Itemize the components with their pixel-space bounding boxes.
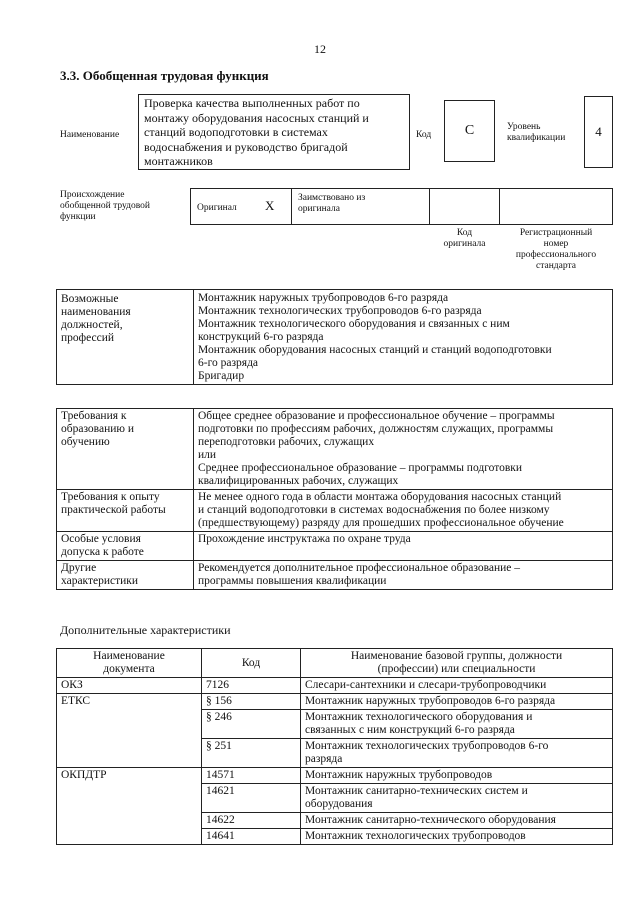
list-item: Монтажник технологического оборудования и связанных с ним — [198, 318, 510, 330]
value-line: и станций водоподготовки в системах водоснабжения по более низкому — [198, 504, 550, 516]
cell-code: 7126 — [202, 678, 301, 694]
header-line: (профессии) или специальности — [377, 663, 536, 675]
header-code — [202, 649, 301, 678]
code-label: Код — [416, 130, 432, 140]
list-item: конструкций 6-го разряда — [198, 331, 324, 343]
cell-code: 14622 — [202, 813, 301, 829]
list-item: Монтажник технологических трубопроводов 6-го разряда — [198, 305, 482, 317]
origin-label — [60, 190, 150, 223]
caption-line: Регистрационный — [519, 228, 593, 238]
label-line: наименования — [61, 306, 131, 318]
level-value: 4 — [584, 96, 613, 168]
borrowed-label-line: Заимствовано из — [298, 193, 366, 203]
level-label — [507, 122, 565, 144]
label-line: профессий — [61, 332, 115, 344]
requirement-value — [194, 490, 613, 532]
header-name — [301, 649, 613, 678]
cell-doc: ОКЗ — [57, 678, 202, 694]
borrowed-cell — [291, 188, 430, 225]
name-line: Монтажник технологических трубопроводов 6-го — [305, 740, 549, 752]
label-line: Другие — [61, 562, 97, 574]
list-item: Монтажник наружных трубопроводов 6-го разряда — [198, 292, 449, 304]
positions-list — [194, 290, 613, 385]
cell-name — [301, 813, 613, 829]
caption-line: номер — [543, 239, 569, 249]
table-row — [57, 409, 613, 490]
table-row — [57, 678, 613, 694]
requirement-label — [57, 532, 194, 561]
header-line: Наименование базовой группы, должности — [350, 650, 563, 662]
function-name-line: монтажу оборудования насосных станций и — [144, 110, 369, 125]
cell-code: § 156 — [202, 694, 301, 710]
label-line: Особые условия — [61, 533, 141, 545]
function-name-line: водоснабжения и руководство бригадой — [144, 139, 348, 154]
cell-code: § 251 — [202, 739, 301, 768]
requirement-value — [194, 561, 613, 590]
name-line: разряда — [305, 753, 343, 765]
origin-label-line: Происхождение — [60, 190, 125, 200]
value-line: программы повышения квалификации — [198, 575, 387, 587]
original-cell — [190, 188, 292, 225]
cell-name — [301, 768, 613, 784]
name-line: оборудования — [305, 798, 373, 810]
name-line: Монтажник технологического оборудования и — [305, 711, 533, 723]
code-original-caption — [429, 228, 500, 250]
name-line: Монтажник санитарно-технического оборудования — [305, 814, 556, 826]
value-line: или — [198, 449, 217, 461]
list-item: 6-го разряда — [198, 357, 259, 369]
cell-name — [301, 829, 613, 845]
value-line: Рекомендуется дополнительное профессиональное образование – — [198, 562, 521, 574]
label-line: Возможные — [61, 293, 119, 305]
code-value: С — [444, 100, 495, 162]
value-line: переподготовки рабочих, служащих — [198, 436, 375, 448]
value-line: Прохождение инструктажа по охране труда — [198, 533, 411, 545]
name-line: Монтажник санитарно-технических систем и — [305, 785, 528, 797]
cell-code: 14621 — [202, 784, 301, 813]
label-line: практической работы — [61, 504, 166, 516]
value-line: Не менее одного года в области монтажа оборудования насосных станций — [198, 491, 562, 503]
cell-name — [301, 784, 613, 813]
caption-line: стандарта — [536, 261, 576, 271]
cell-doc: ЕТКС — [57, 694, 202, 768]
label-line: характеристики — [61, 575, 139, 587]
function-name-line: Проверка качества выполненных работ по — [144, 96, 360, 110]
additional-title: Дополнительные характеристики — [60, 623, 231, 637]
label-line: образованию и — [61, 423, 134, 435]
label-line: обучению — [61, 436, 110, 448]
table-row — [57, 290, 613, 385]
table-row — [57, 768, 613, 784]
function-name-box — [138, 94, 410, 170]
caption-line: Код — [456, 228, 473, 238]
table-row — [57, 561, 613, 590]
section-title: 3.3. Обобщенная трудовая функция — [60, 68, 269, 83]
label-line: должностей, — [61, 319, 123, 331]
header-line: Код — [241, 656, 261, 669]
name-line: Слесари-сантехники и слесари-трубопроводчики — [305, 679, 547, 691]
caption-line: оригинала — [443, 239, 486, 249]
cell-code: § 246 — [202, 710, 301, 739]
header-document — [57, 649, 202, 678]
reg-number-cell — [499, 188, 613, 225]
label-line: Требования к опыту — [61, 491, 160, 503]
original-mark: Х — [265, 198, 275, 213]
page-number: 12 — [314, 42, 326, 56]
requirements-table — [56, 408, 613, 590]
caption-line: профессионального — [515, 250, 597, 260]
value-line: Общее среднее образование и профессиональное обучение – программы — [198, 410, 555, 422]
requirement-value — [194, 409, 613, 490]
name-line: Монтажник технологических трубопроводов — [305, 830, 526, 842]
value-line: (предшествующему) разряду для прошедших профессиональное обучение — [198, 517, 564, 529]
name-line: связанных с ним конструкций 6-го разряда — [305, 724, 515, 736]
level-label-line: квалификации — [507, 133, 566, 143]
label-line: Требования к — [61, 410, 127, 422]
function-name-line: монтажников — [144, 154, 213, 168]
table-row — [57, 532, 613, 561]
cell-name — [301, 694, 613, 710]
positions-label — [57, 290, 194, 385]
origin-label-line: обобщенной трудовой — [60, 201, 150, 211]
value-line: квалифицированных рабочих, служащих — [198, 475, 399, 487]
borrowed-label-line: оригинала — [298, 204, 340, 214]
function-name-line: станций водоподготовки в системах — [144, 125, 328, 139]
additional-table — [56, 648, 613, 845]
code-original-cell — [429, 188, 500, 225]
level-label-line: Уровень — [507, 122, 541, 132]
reg-number-caption — [499, 228, 613, 272]
cell-name — [301, 710, 613, 739]
cell-code: 14571 — [202, 768, 301, 784]
label-line: допуска к работе — [61, 546, 144, 558]
table-row — [57, 694, 613, 710]
value-line: Среднее профессиональное образование – программы подготовки — [198, 462, 523, 474]
value-line: подготовки по профессиям рабочих, должностям служащих, программы — [198, 423, 554, 435]
cell-code: 14641 — [202, 829, 301, 845]
requirement-label — [57, 409, 194, 490]
requirement-label — [57, 561, 194, 590]
header-line: документа — [103, 663, 155, 675]
name-line: Монтажник наружных трубопроводов 6-го разряда — [305, 695, 556, 707]
original-label: Оригинал — [197, 203, 237, 213]
origin-label-line: функции — [60, 212, 96, 222]
name-line: Монтажник наружных трубопроводов — [305, 769, 493, 781]
table-header-row — [57, 649, 613, 678]
table-row — [57, 490, 613, 532]
list-item: Бригадир — [198, 370, 245, 382]
header-line: Наименование — [93, 650, 165, 662]
cell-name — [301, 739, 613, 768]
cell-doc: ОКПДТР — [57, 768, 202, 845]
requirement-value — [194, 532, 613, 561]
name-label: Наименование — [60, 130, 120, 140]
requirement-label — [57, 490, 194, 532]
list-item: Монтажник оборудования насосных станций и станций водоподготовки — [198, 344, 552, 356]
cell-name — [301, 678, 613, 694]
positions-table — [56, 289, 613, 385]
